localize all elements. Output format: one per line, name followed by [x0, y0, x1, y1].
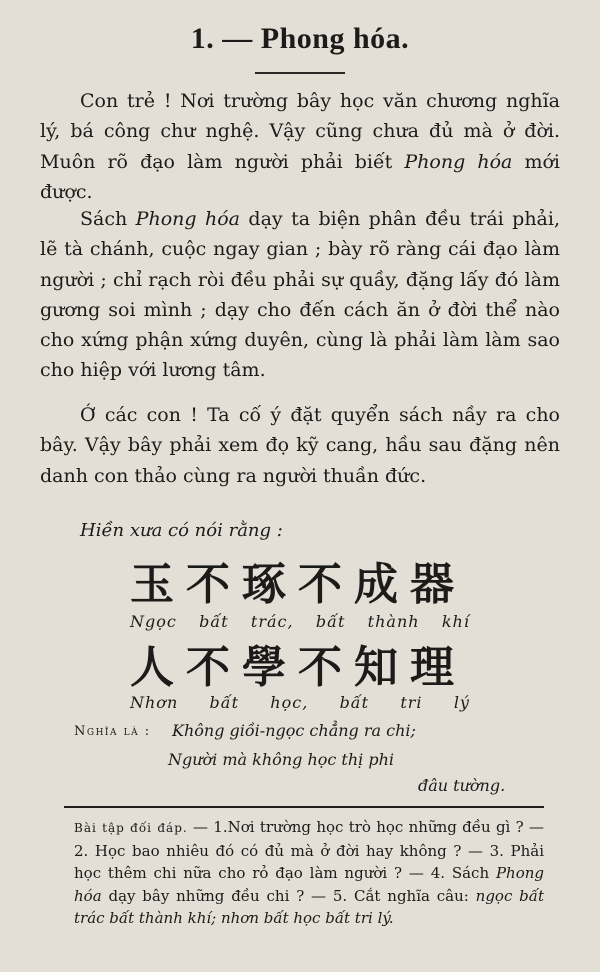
- meaning-line-1: Không giồi-ngọc chẳng ra chi;: [172, 721, 416, 740]
- paragraph-3-text: Ớ các con ! Ta cố ý đặt quyển sách nầy ra cho bây. Vậy bây phải xem đọ kỹ cang, hầu sau đặng nên danh con thảo cùng ra người thuần đức.: [40, 404, 560, 487]
- romanized-word: bất: [199, 612, 229, 631]
- paragraph-2: [40, 204, 560, 386]
- exercise-block: [74, 816, 544, 930]
- proverb-romanized-line-1: [130, 612, 470, 631]
- paragraph-2-italic: Phong hóa: [135, 208, 240, 230]
- proverb-intro: Hiền xưa có nói rằng :: [80, 520, 283, 541]
- exercise-label: Bài tập đối đáp.: [74, 821, 188, 835]
- romanized-word: khí: [441, 612, 470, 631]
- title-underline: [255, 72, 345, 74]
- page-title: 1. — Phong hóa.: [190, 22, 410, 55]
- romanized-word: Ngọc: [130, 612, 177, 631]
- exercise-text-b: dạy bây những đều chi ? — 5. Cắt nghĩa câu:: [101, 886, 476, 905]
- paragraph-2-text-a: Sách: [80, 208, 136, 230]
- romanized-word: bất: [315, 612, 346, 631]
- proverb-chinese-line-2: 人不學不知理: [130, 642, 466, 693]
- paragraph-1-text-b: mới được.: [40, 150, 560, 203]
- meaning-label: Nghĩa là :: [74, 724, 151, 739]
- paragraph-2-text-b: dạy ta biện phân đều trái phải, lẽ tà chánh, cuộc ngay gian ; bày rõ ràng cái đạo làm người ; chỉ rạch ròi đều phải sự quầy, đặng lấy đó làm gương soi mình ; dạy cho đến cách ăn ở đời thể nào cho xứng phận xứng duyên, cùng là phải làm làm sao cho hiệp với lương tâm.: [40, 208, 561, 382]
- romanized-word: Nhơn: [130, 693, 179, 712]
- exercise-italic-1: Phong hóa: [74, 864, 544, 905]
- paragraph-1: [40, 86, 560, 207]
- romanized-word: tri: [400, 693, 423, 712]
- meaning-line-3: đâu tường.: [418, 776, 506, 795]
- proverb-romanized-line-2: [130, 693, 470, 712]
- section-divider: [64, 806, 544, 808]
- paragraph-1-italic: Phong hóa: [404, 150, 513, 173]
- exercise-text-a: — 1.Nơi trường học trò học những đều gì ? — 2. Học bao nhiêu đó có đủ mà ở đời hay không ? — 3. Phải học thêm chi nữa cho rỏ đạo làm người ? — 4. Sách: [74, 818, 544, 882]
- romanized-word: thành: [367, 612, 420, 631]
- romanized-word: học,: [270, 693, 309, 712]
- paragraph-3: [40, 400, 560, 491]
- romanized-word: trác,: [250, 612, 294, 631]
- exercise-italic-2: ngọc bất trác bất thành khí; nhơn bất học bất tri lý.: [74, 886, 544, 927]
- romanized-word: bất: [339, 693, 370, 712]
- meaning-line-2: Người mà không học thị phi: [168, 750, 395, 769]
- romanized-word: bất: [209, 693, 240, 712]
- romanized-word: lý: [453, 693, 470, 712]
- paragraph-1-text-a: Con trẻ ! Nơi trường bây học văn chương nghĩa lý, bá công chư nghệ. Vậy cũng chưa đủ mà ở đời. Muôn rõ đạo làm người phải biết: [40, 90, 560, 173]
- proverb-chinese-line-1: 玉不琢不成器: [130, 559, 466, 610]
